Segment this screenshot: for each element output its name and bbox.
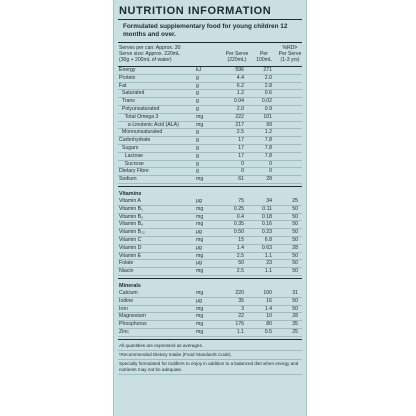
rdi-value: 50 <box>292 297 298 304</box>
table-row <box>118 145 302 153</box>
per-100ml-value: 7.8 <box>264 152 272 159</box>
per-100ml-value: 271 <box>263 67 272 73</box>
serving-info <box>118 43 302 67</box>
per-serve-value: 50 <box>238 260 244 267</box>
rdi-value: 50 <box>292 268 298 275</box>
per-serve-value: 596 <box>235 67 244 73</box>
per-100ml-value: 0.63 <box>261 244 272 251</box>
nutrient-name: Saturated <box>119 90 145 97</box>
per-100ml-value: 2.8 <box>264 82 272 89</box>
nutrient-name: Iron <box>119 305 128 312</box>
nutrient-unit: mg <box>196 313 204 320</box>
nutrient-name: Phosphorus <box>119 321 147 328</box>
nutrient-unit: g <box>196 74 199 81</box>
per-serve-value: 17 <box>238 152 244 159</box>
nutrient-unit: μg <box>196 229 202 236</box>
per-100ml-value: 23 <box>266 260 272 267</box>
per-100ml-value: 0.5 <box>264 328 272 335</box>
per-serve-value: 61 <box>238 176 244 183</box>
nutrient-unit: μg <box>196 244 202 251</box>
nutrient-name: Magnesium <box>119 313 146 320</box>
table-row <box>118 260 302 268</box>
table-row <box>118 229 302 237</box>
nutrient-unit: g <box>196 129 199 136</box>
table-row <box>118 114 302 122</box>
nutrient-unit: g <box>196 152 199 159</box>
per-100ml-value: 80 <box>266 321 272 328</box>
per-100ml-value: 28 <box>266 176 272 183</box>
nutrient-unit: mg <box>196 205 204 212</box>
rdi-value: 50 <box>292 221 298 228</box>
per-serve-value: 0.25 <box>233 205 244 212</box>
table-row <box>118 221 302 229</box>
nutrient-name: Vitamin D <box>119 244 142 251</box>
nutrient-unit: kJ <box>196 67 202 73</box>
vitamin-rows <box>118 198 302 276</box>
per-serve-value: 0.4 <box>236 213 244 220</box>
table-row <box>118 67 302 75</box>
per-100ml-value: 0.18 <box>261 213 272 220</box>
per-serve-value: 6.2 <box>236 82 244 89</box>
nutrient-unit: g <box>196 160 199 167</box>
table-row <box>118 268 302 276</box>
nutrient-name: Dietary Fibre <box>119 168 149 175</box>
product-description: Formulated supplementary food for young children 12 months and over. <box>118 19 302 43</box>
nutrition-panel <box>113 0 307 416</box>
per-100ml-value: 101 <box>263 113 272 120</box>
table-row <box>118 129 302 137</box>
table-row <box>118 237 302 245</box>
nutrient-name: Trans <box>119 98 135 105</box>
rdi-value: 50 <box>292 236 298 243</box>
section-divider <box>118 278 302 279</box>
table-row <box>118 98 302 106</box>
nutrient-unit: mg <box>196 236 204 243</box>
vitamins-heading: Vitamins <box>119 190 142 197</box>
nutrient-unit: mg <box>196 289 204 296</box>
col-rdi-sub: Per Serve <box>278 51 302 57</box>
rdi-value: 50 <box>292 305 298 312</box>
per-100ml-value: 10 <box>266 313 272 320</box>
per-100ml-value: 0 <box>269 168 272 175</box>
nutrient-unit: mg <box>196 305 204 312</box>
nutrient-name: α-Linolenic Acid (ALA) <box>119 121 179 128</box>
per-serve-value: 1.1 <box>236 328 244 335</box>
table-row <box>118 298 302 306</box>
per-100ml-value: 7.8 <box>264 144 272 151</box>
rdi-value: 35 <box>292 321 298 328</box>
table-row <box>118 214 302 222</box>
per-100ml-value: 0.02 <box>261 98 272 105</box>
table-row <box>118 90 302 98</box>
nutrient-name: Zinc <box>119 328 129 335</box>
per-100ml-value: 0.9 <box>264 105 272 112</box>
col-per-serve-label: Per Serve <box>225 51 249 57</box>
table-row <box>118 313 302 321</box>
nutrient-name: Vitamin B₁₂ <box>119 229 145 236</box>
per-serve-value: 1.4 <box>236 244 244 251</box>
servings-per-can: Serves per can: Approx. 30 <box>119 45 181 51</box>
nutrient-unit: g <box>196 144 199 151</box>
nutrient-name: Fat <box>119 82 127 89</box>
per-serve-value: 0.50 <box>233 229 244 236</box>
nutrient-unit: g <box>196 105 199 112</box>
nutrient-name: Sugars <box>119 144 139 151</box>
minerals-heading: Minerals <box>119 282 141 289</box>
nutrient-unit: μg <box>196 197 202 204</box>
per-serve-value: 15 <box>238 236 244 243</box>
nutrient-unit: g <box>196 137 199 144</box>
per-serve-value: 2.5 <box>236 129 244 136</box>
rdi-value: 28 <box>292 313 298 320</box>
nutrient-unit: mg <box>196 321 204 328</box>
nutrient-name: Total Omega 3 <box>119 113 159 120</box>
per-100ml-value: 7.8 <box>264 137 272 144</box>
per-serve-value: 0 <box>241 160 244 167</box>
nutrient-rows <box>118 67 302 184</box>
footnote: Specially formulated for toddlers to enjoy in addition to a balanced diet when energy and nutrients may not be adequate. <box>118 360 302 375</box>
per-serve-value: 0.35 <box>233 221 244 228</box>
per-serve-value: 176 <box>235 321 244 328</box>
per-100ml-value: 34 <box>266 197 272 204</box>
per-100ml-value: 1.1 <box>264 252 272 259</box>
nutrient-name: Protein <box>119 74 136 81</box>
panel-title: NUTRITION INFORMATION <box>119 5 272 17</box>
nutrient-name: Vitamin B₁ <box>119 205 143 212</box>
per-100ml-value: 1.2 <box>264 129 272 136</box>
footnote: All quantities are expressed as averages. <box>118 342 302 351</box>
table-row <box>118 253 302 261</box>
table-row <box>118 290 302 298</box>
nutrient-name: Vitamin C <box>119 236 142 243</box>
nutrient-name: Vitamin B₆ <box>119 221 144 228</box>
col-rdi-age: (1-3 yrs) <box>280 57 300 63</box>
per-serve-value: 4.4 <box>236 74 244 81</box>
serving-detail: (30g + 200mL of water) <box>119 57 172 63</box>
per-100ml-value: 0.16 <box>261 221 272 228</box>
nutrient-unit: mg <box>196 221 204 228</box>
nutrient-name: Polyunsaturated <box>119 105 160 112</box>
per-serve-value: 75 <box>238 197 244 204</box>
rdi-value: 25 <box>292 328 298 335</box>
mineral-rows <box>118 290 302 337</box>
col-header-per-serve <box>222 45 252 63</box>
per-100ml-value: 1.4 <box>264 305 272 312</box>
nutrient-name: Calcium <box>119 289 138 296</box>
table-row <box>118 75 302 83</box>
per-100ml-value: 2.0 <box>264 74 272 81</box>
table-row <box>118 161 302 169</box>
per-100ml-value: 6.8 <box>264 236 272 243</box>
col-per-100-label: Per <box>260 51 268 57</box>
section-divider <box>118 186 302 187</box>
per-100ml-value: 0 <box>269 160 272 167</box>
rdi-value: 50 <box>292 205 298 212</box>
per-serve-value: 35 <box>238 297 244 304</box>
col-rdi-label: %RDI¹ <box>282 45 298 51</box>
nutrient-unit: mg <box>196 328 204 335</box>
nutrient-name: Iodine <box>119 297 134 304</box>
per-serve-value: 2.0 <box>236 105 244 112</box>
per-serve-value: 2.5 <box>236 252 244 259</box>
per-serve-value: 222 <box>235 113 244 120</box>
col-per-serve-unit: (220mL) <box>227 57 247 63</box>
nutrient-name: Energy <box>119 67 136 73</box>
table-row <box>118 168 302 176</box>
col-header-rdi <box>276 45 304 63</box>
table-row <box>118 176 302 184</box>
per-serve-value: 217 <box>235 121 244 128</box>
nutrient-unit: mg <box>196 252 204 259</box>
table-row <box>118 321 302 329</box>
nutrient-name: Vitamin B₂ <box>119 213 144 220</box>
per-100ml-value: 100 <box>263 289 272 296</box>
serving-size: Serve size: Approx. 220mL <box>119 51 180 57</box>
per-100ml-value: 1.1 <box>264 268 272 275</box>
per-serve-value: 22 <box>238 313 244 320</box>
table-row <box>118 329 302 337</box>
nutrient-unit: g <box>196 82 199 89</box>
section-divider <box>118 339 302 340</box>
rdi-value: 50 <box>292 252 298 259</box>
rdi-value: 31 <box>292 289 298 296</box>
nutrient-name: Sucrose <box>119 160 144 167</box>
rdi-value: 25 <box>292 197 298 204</box>
table-row <box>118 198 302 206</box>
per-serve-value: 220 <box>235 289 244 296</box>
per-100ml-value: 0.11 <box>262 205 272 212</box>
per-serve-value: 1.2 <box>236 90 244 97</box>
nutrient-name: Lactose <box>119 152 143 159</box>
table-row <box>118 245 302 253</box>
table-row <box>118 306 302 314</box>
per-100ml-value: 16 <box>266 297 272 304</box>
table-row <box>118 137 302 145</box>
per-serve-value: 17 <box>238 144 244 151</box>
per-serve-value: 17 <box>238 137 244 144</box>
nutrient-unit: mg <box>196 176 204 183</box>
nutrient-unit: mg <box>196 113 204 120</box>
nutrient-unit: μg <box>196 297 202 304</box>
nutrient-unit: g <box>196 168 199 175</box>
nutrient-name: Niacin <box>119 268 134 275</box>
nutrient-unit: mg <box>196 213 204 220</box>
serving-details <box>119 45 229 63</box>
rdi-value: 50 <box>292 260 298 267</box>
nutrient-name: Vitamin A <box>119 197 141 204</box>
footnotes <box>118 342 302 375</box>
table-row <box>118 206 302 214</box>
footnote: ¹Recommended Dietary Intake (Food Standards Code). <box>118 351 302 360</box>
per-serve-value: 3 <box>241 305 244 312</box>
table-row <box>118 153 302 161</box>
rdi-value: 50 <box>292 213 298 220</box>
per-serve-value: 0.04 <box>233 98 244 105</box>
table-row <box>118 122 302 130</box>
nutrient-name: Sodium <box>119 176 137 183</box>
per-100ml-value: 0.23 <box>261 229 272 236</box>
rdi-value: 50 <box>292 229 298 236</box>
col-per-100-unit: 100mL <box>256 57 272 63</box>
table-row <box>118 106 302 114</box>
nutrient-name: Vitamin E <box>119 252 142 259</box>
per-serve-value: 2.5 <box>236 268 244 275</box>
per-100ml-value: 0.6 <box>264 90 272 97</box>
rdi-value: 28 <box>292 244 298 251</box>
nutrient-unit: mg <box>196 268 204 275</box>
nutrient-unit: mg <box>196 121 204 128</box>
nutrient-name: Monounsaturated <box>119 129 163 136</box>
per-serve-value: 0 <box>241 168 244 175</box>
nutrient-name: Folate <box>119 260 134 267</box>
nutrient-unit: g <box>196 90 199 97</box>
per-100ml-value: 99 <box>266 121 272 128</box>
col-header-per-100 <box>252 45 276 63</box>
nutrient-name: Carbohydrate <box>119 137 151 144</box>
nutrient-unit: μg <box>196 260 202 267</box>
table-row <box>118 83 302 91</box>
nutrient-unit: g <box>196 98 199 105</box>
